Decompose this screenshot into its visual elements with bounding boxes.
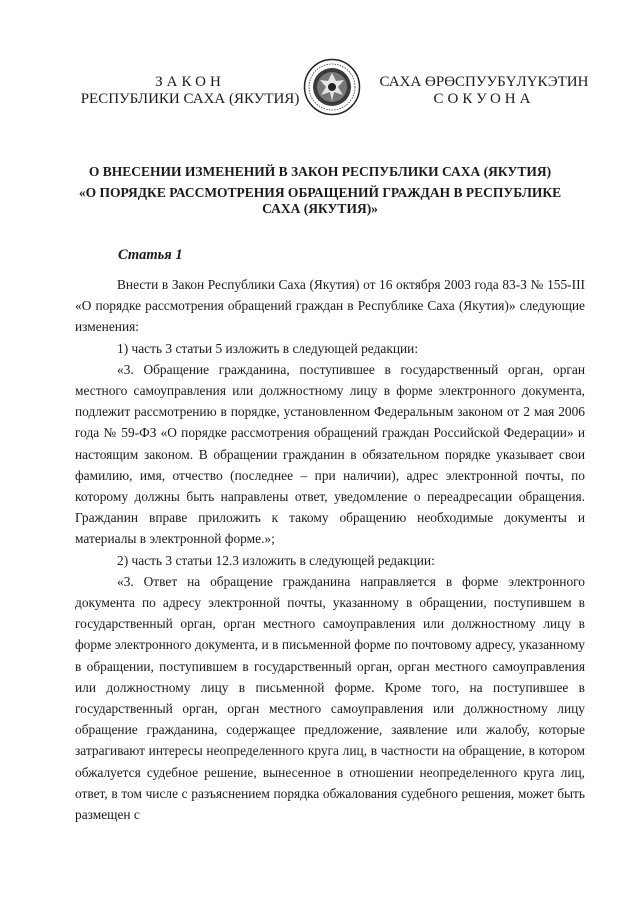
paragraph: 1) часть 3 статьи 5 изложить в следующей редакции: [117,340,419,356]
header-right-line1: САХА ӨРӨСПУУБҮЛҮКЭТИН [379,74,589,90]
document-title-line2: «О ПОРЯДКЕ РАССМОТРЕНИЯ ОБРАЩЕНИЙ ГРАЖДАН В РЕСПУБЛИКЕ САХА (ЯКУТИЯ)» [78,185,562,216]
document-title-line1: О ВНЕСЕНИИ ИЗМЕНЕНИЙ В ЗАКОН РЕСПУБЛИКИ САХА (ЯКУТИЯ) [88,164,552,179]
paragraph: 2) часть 3 статьи 12.3 изложить в следующей редакции: [117,552,435,568]
paragraph: «3. Ответ на обращение гражданина направляется в форме электронного документа по адресу электронной почты, указанному в обращении, поступившем в государственный орган, орган местного самоуправления или должностному лицу в форме электронного документа, и в письменной форме по почтовому адресу, указанному в обращении, поступившем в государственный орган, орган местного самоуправления или должностному лицу в письменной форме. Кроме того, на поступившее в государственный орган, орган местного самоуправления или должностному лицу обращение гражданина, содержащее предложение, заявление или жалобу, которые затрагивают интересы неопределенного круга лиц, в частности на обращение, в котором обжалуется судебное решение, вынесенное в отношении неопределенного круга лиц, ответ, в том числе с разъяснением порядка обжалования судебного решения, может быть размещен с [75,573,585,823]
paragraph: «3. Обращение гражданина, поступившее в государственный орган, орган местного самоуправления или должностному лицу в форме электронного документа, подлежит рассмотрению в порядке, установленном Федеральным законом от 2 мая 2006 года № 59-ФЗ «О порядке рассмотрения обращений граждан Российской Федерации» и настоящим законом. В обращении гражданин в обязательном порядке указывает свои фамилию, имя, отчество (последнее – при наличии), адрес электронной почты, по которому должны быть направлены ответ, уведомление о переадресации обращения. Гражданин вправе приложить к такому обращению необходимые документы и материалы в электронной форме.»; [75,361,585,547]
paragraph: Внести в Закон Республики Саха (Якутия) от 16 октября 2003 года 83-З № 155-III «О порядке рассмотрения обращений граждан в Республике Саха (Якутия)» следующие изменения: [75,277,585,335]
header-left-line1: ЗАКОН [155,74,225,90]
article-heading: Статья 1 [118,247,183,263]
coat-of-arms-icon [303,58,361,116]
header-left [70,74,310,108]
article-body [75,274,585,825]
header-right-line2: СОКУОНА [433,91,535,107]
header-right [358,74,610,108]
header-left-line2: РЕСПУБЛИКИ САХА (ЯКУТИЯ) [80,91,300,107]
